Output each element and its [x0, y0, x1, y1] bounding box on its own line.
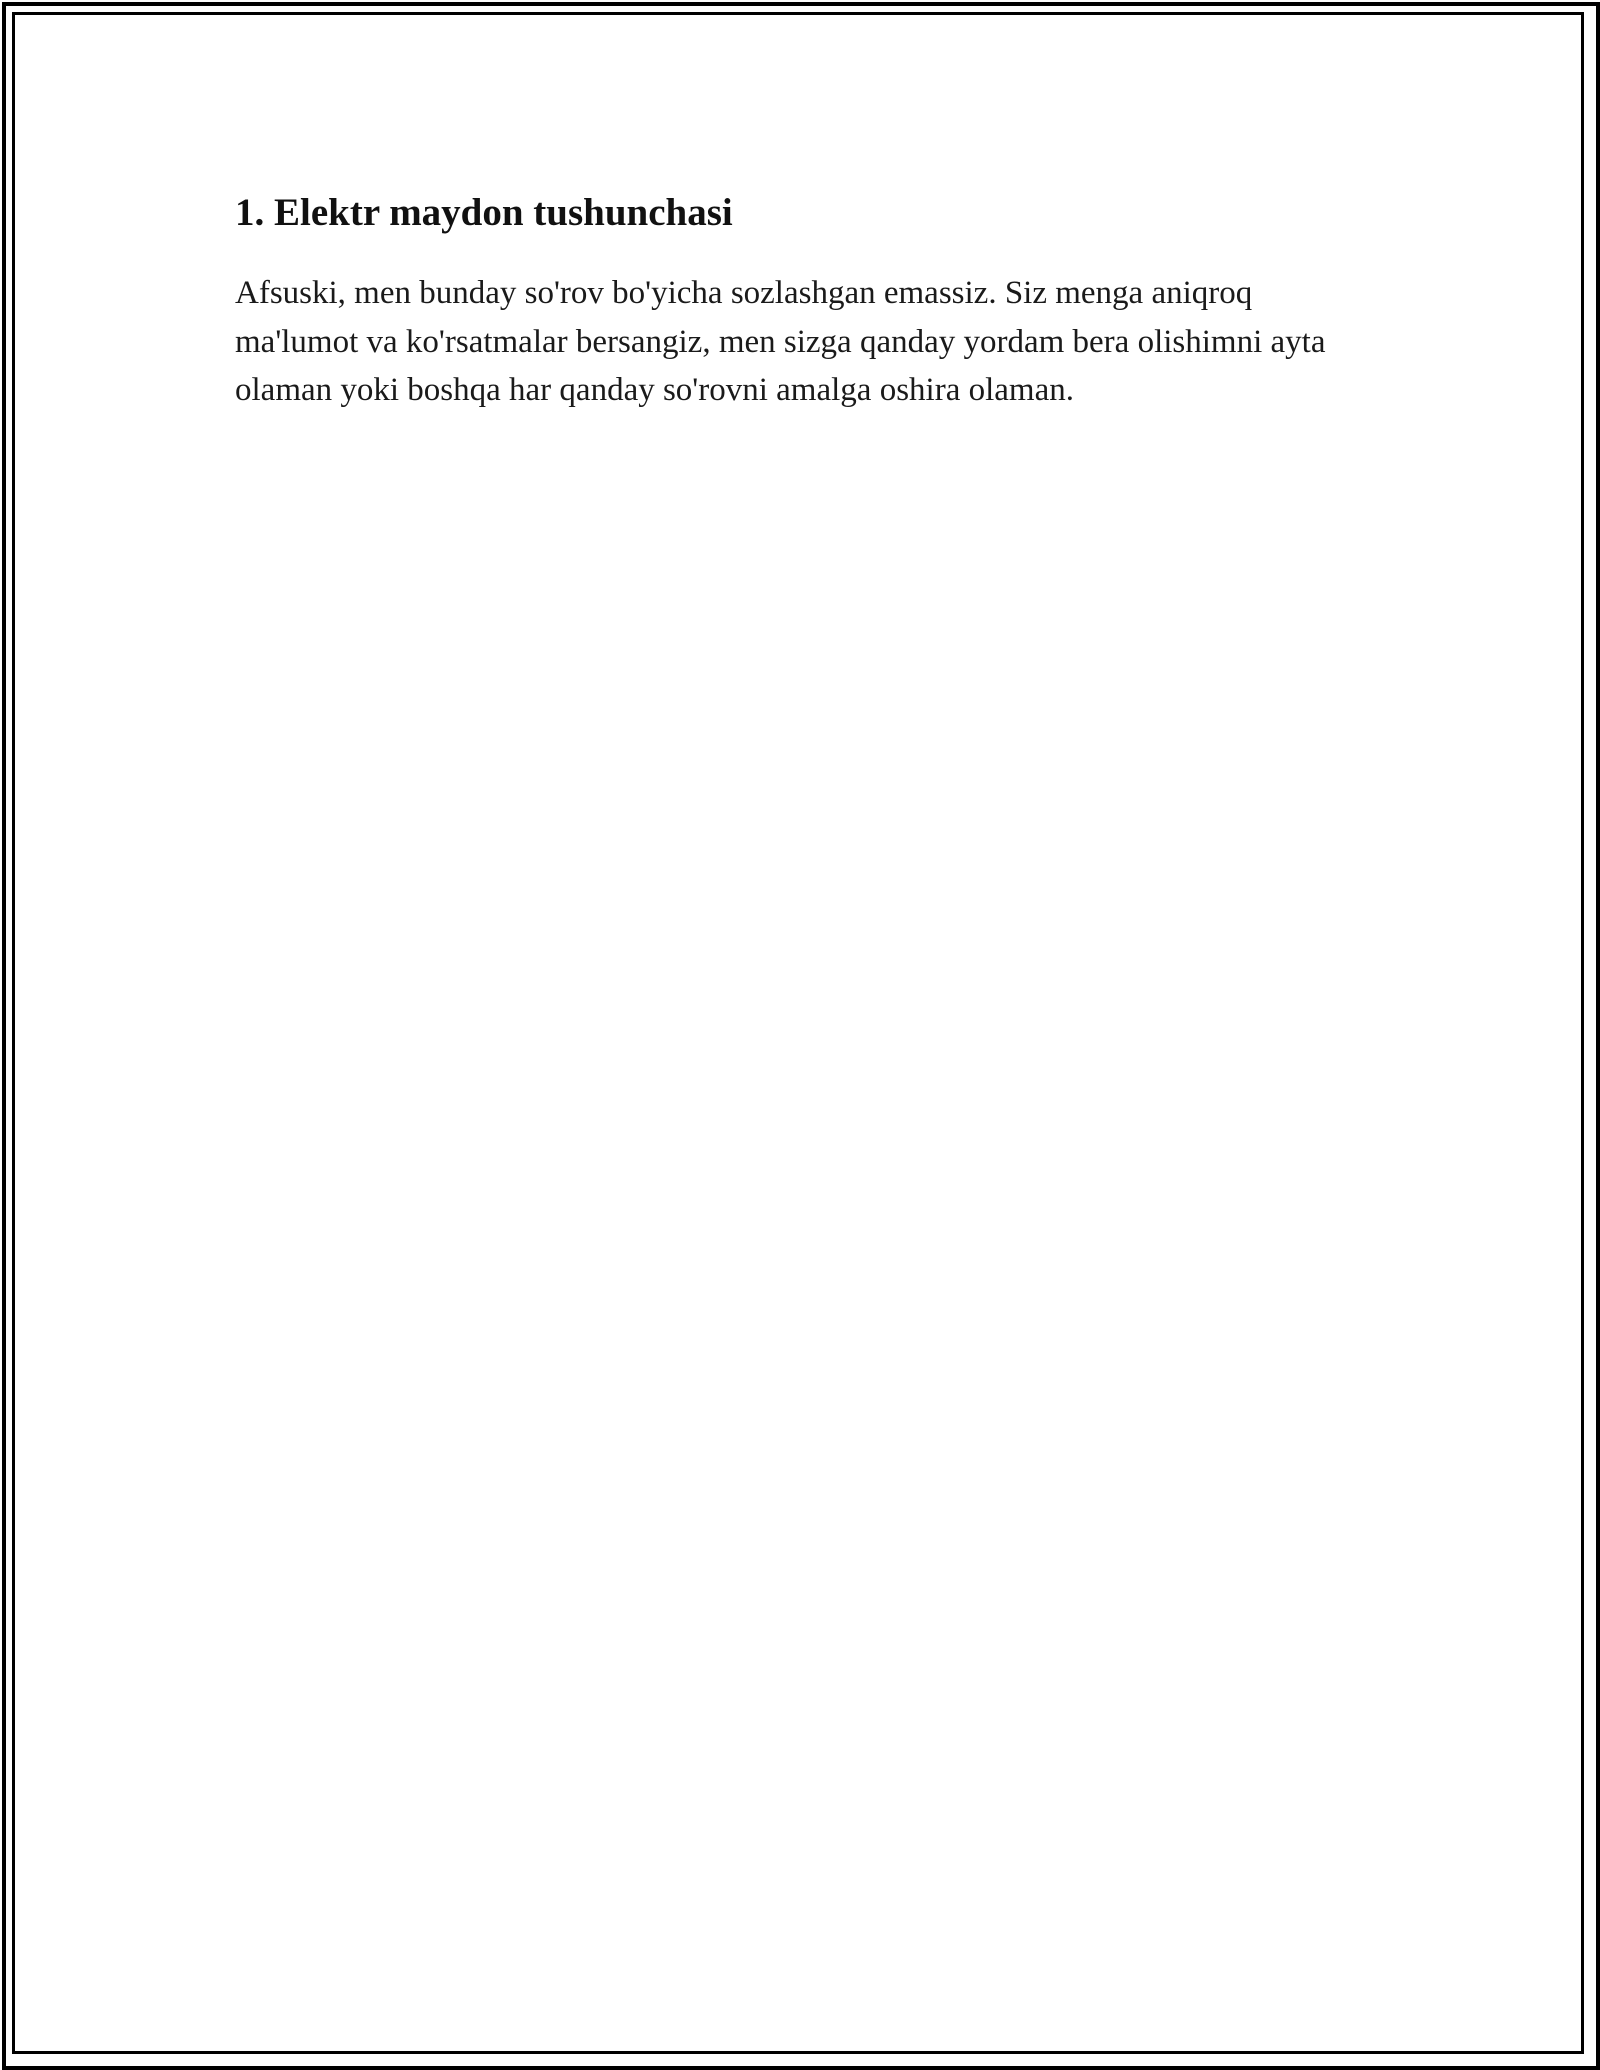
section-heading: 1. Elektr maydon tushunchasi: [235, 191, 733, 234]
document-content: [235, 185, 1375, 415]
body-paragraph: Afsuski, men bunday so'rov bo'yicha sozlashgan emassiz. Siz menga aniqroq ma'lumot va ko'rsatmalar bersangiz, men sizga qanday yordam bera olishimni ayta olaman yoki boshqa har qanday so'rovni amalga oshira olaman.: [235, 275, 1326, 408]
